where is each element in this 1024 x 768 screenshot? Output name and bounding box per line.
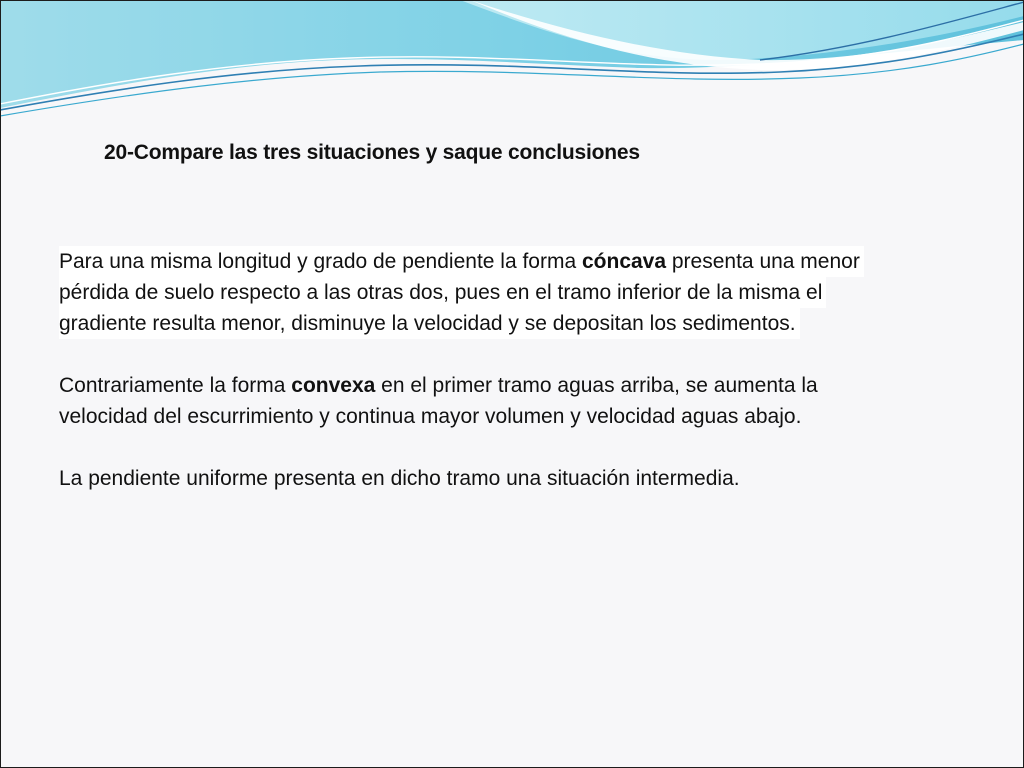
slide-heading: 20-Compare las tres situaciones y saque conclusiones bbox=[104, 141, 640, 164]
paragraph-concave-line3: gradiente resulta menor, disminuye la velocidad y se depositan los sedimentos. bbox=[59, 308, 800, 339]
term-convexa: convexa bbox=[291, 374, 376, 397]
paragraph-convex-line2: velocidad del escurrimiento y continua mayor volumen y velocidad aguas abajo. bbox=[59, 405, 802, 428]
text-run: en el primer tramo aguas arriba, se aumenta la bbox=[375, 374, 818, 397]
paragraph-convex bbox=[59, 370, 959, 432]
paragraph-concave bbox=[59, 246, 959, 339]
decorative-wave-header bbox=[0, 0, 1024, 130]
text-run: Contrariamente la forma bbox=[59, 374, 292, 397]
term-concava: cóncava bbox=[581, 250, 667, 273]
paragraph-uniform-line1: La pendiente uniforme presenta en dicho tramo una situación intermedia. bbox=[59, 467, 740, 490]
slide-body bbox=[59, 246, 959, 525]
paragraph-concave-line1 bbox=[59, 246, 864, 277]
paragraph-uniform bbox=[59, 463, 959, 494]
text-run: presenta una menor bbox=[666, 250, 860, 273]
paragraph-concave-line2: pérdida de suelo respecto a las otras dos, pues en el tramo inferior de la misma el bbox=[59, 277, 826, 308]
text-run: Para una misma longitud y grado de pendiente la forma bbox=[59, 250, 582, 273]
